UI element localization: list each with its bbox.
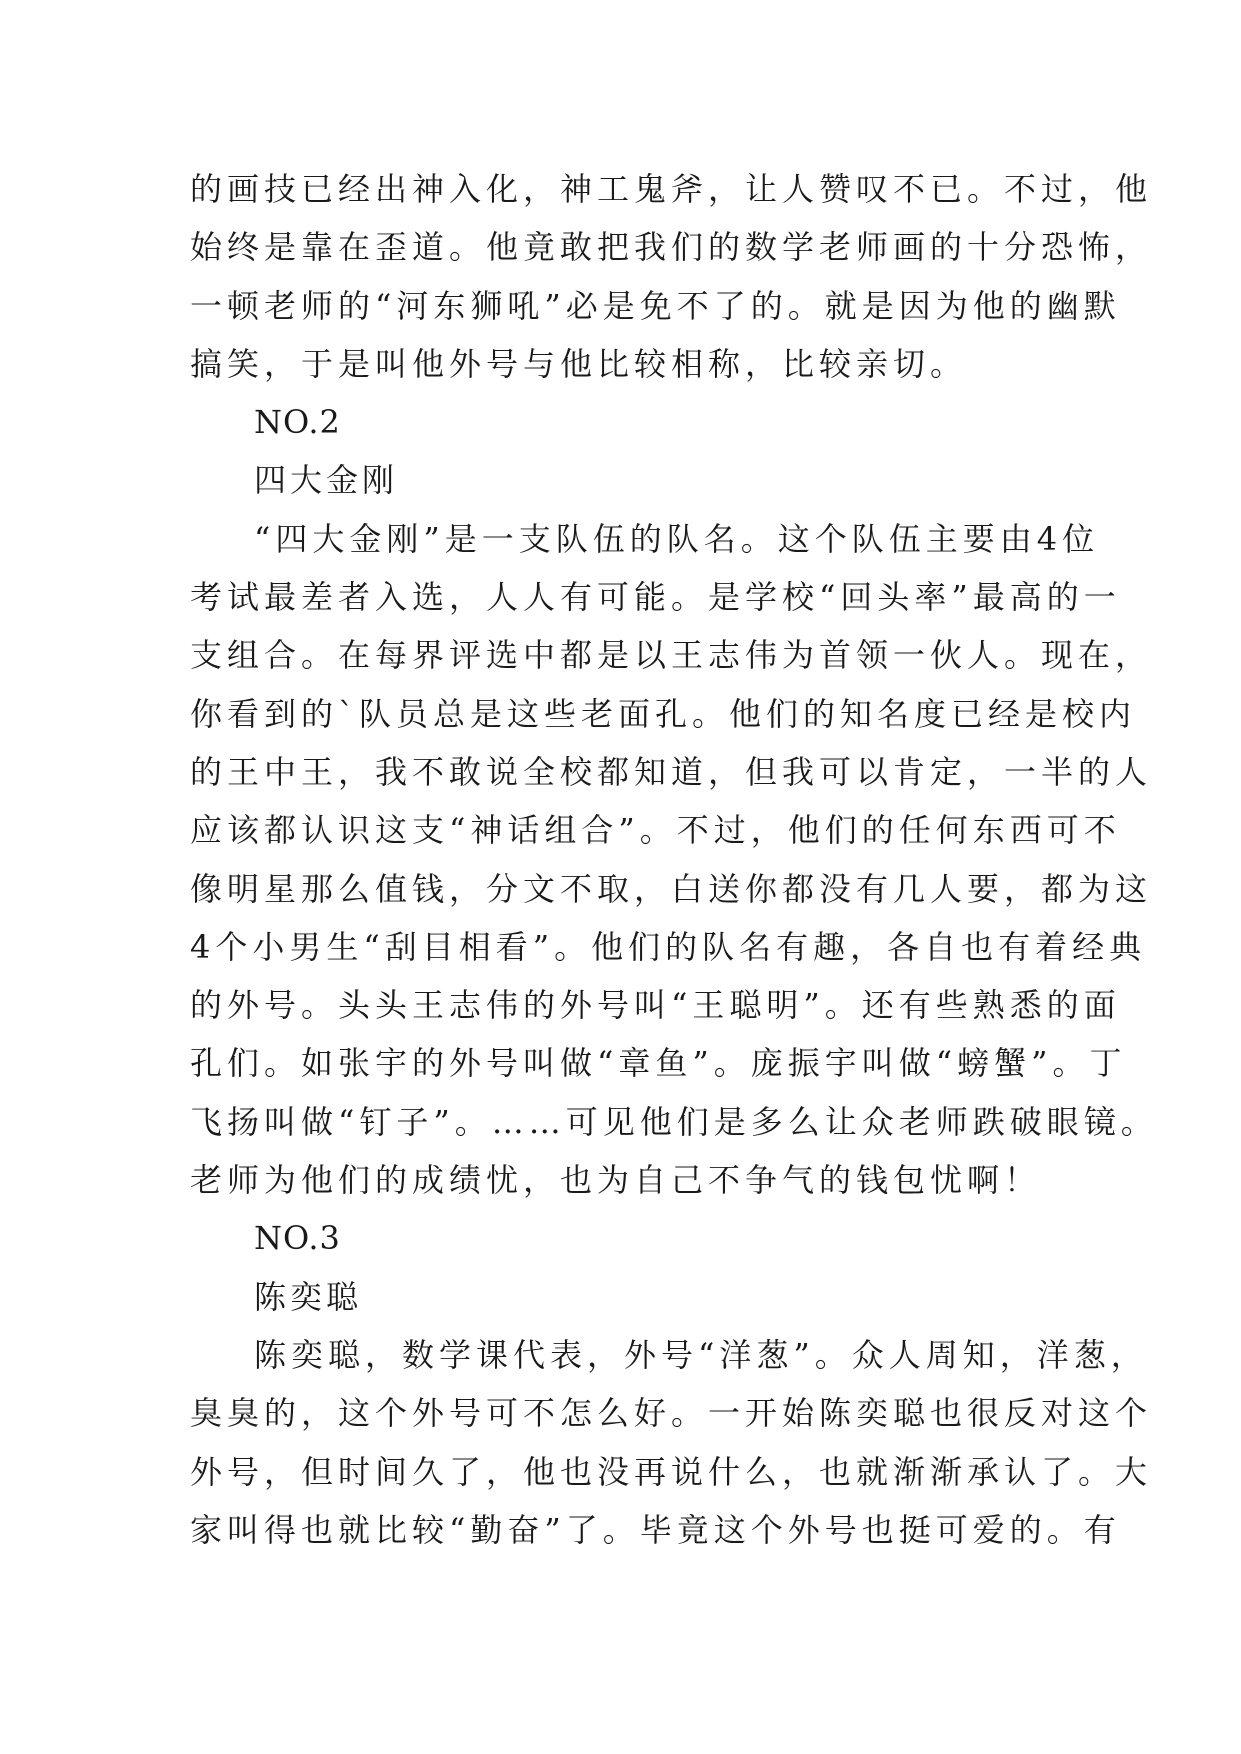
text-line: 老师为他们的成绩忧，也为自己不争气的钱包忧啊！ bbox=[190, 1161, 1042, 1200]
text-line: 的外号。头头王志伟的外号叫“王聪明”。还有些熟悉的面 bbox=[190, 986, 1121, 1025]
text-line: 一顿老师的“河东狮吼”必是免不了的。就是因为他的幽默 bbox=[190, 286, 1121, 325]
section-number: NO.3 bbox=[254, 1219, 341, 1258]
section-3 bbox=[190, 1209, 1153, 1559]
text-line: 考试最差者入选，人人有可能。是学校“回头率”最高的一 bbox=[190, 578, 1121, 617]
text-line: 4个小男生“刮目相看”。他们的队名有趣，各自也有着经典 bbox=[190, 927, 1147, 966]
paragraph-1 bbox=[190, 160, 1153, 393]
text-line: 的王中王，我不敢说全校都知道，但我可以肯定，一半的人 bbox=[190, 752, 1153, 791]
section-title: 四大金刚 bbox=[254, 461, 399, 500]
text-line: 搞笑，于是叫他外号与他比较相称，比较亲切。 bbox=[190, 344, 968, 383]
text-line: 飞扬叫做“钉子”。……可见他们是多么让众老师跌破眼镜。 bbox=[190, 1102, 1158, 1141]
text-line: “四大金刚”是一支队伍的队名。这个队伍主要由4位 bbox=[254, 519, 1100, 558]
text-line: 孔们。如张宇的外号叫做“章鱼”。庞振宇叫做“螃蟹”。丁 bbox=[190, 1044, 1127, 1083]
text-line: 始终是靠在歪道。他竟敢把我们的数学老师画的十分恐怖， bbox=[190, 228, 1153, 267]
section-2 bbox=[190, 393, 1158, 1209]
text-line: 陈奕聪，数学课代表，外号“洋葱”。众人周知，洋葱， bbox=[254, 1335, 1148, 1374]
text-line: 像明星那么值钱，分文不取，白送你都没有几人要，都为这 bbox=[190, 869, 1153, 908]
section-title: 陈奕聪 bbox=[254, 1277, 363, 1316]
text-line: 支组合。在每界评选中都是以王志伟为首领一伙人。现在， bbox=[190, 636, 1153, 675]
text-line: 的画技已经出神入化，神工鬼斧，让人赞叹不已。不过，他 bbox=[190, 170, 1153, 208]
text-line: 外号，但时间久了，他也没再说什么，也就渐渐承认了。大 bbox=[190, 1452, 1153, 1491]
section-number: NO.2 bbox=[254, 403, 341, 442]
text-line: 臭臭的，这个外号可不怎么好。一开始陈奕聪也很反对这个 bbox=[190, 1394, 1153, 1433]
text-line: 应该都认识这支“神话组合”。不过，他们的任何东西可不 bbox=[190, 811, 1121, 850]
document-body bbox=[190, 160, 1158, 1559]
text-line: 家叫得也就比较“勤奋”了。毕竟这个外号也挺可爱的。有 bbox=[190, 1510, 1121, 1549]
text-line: 你看到的`队员总是这些老面孔。他们的知名度已经是校内 bbox=[190, 694, 1137, 733]
